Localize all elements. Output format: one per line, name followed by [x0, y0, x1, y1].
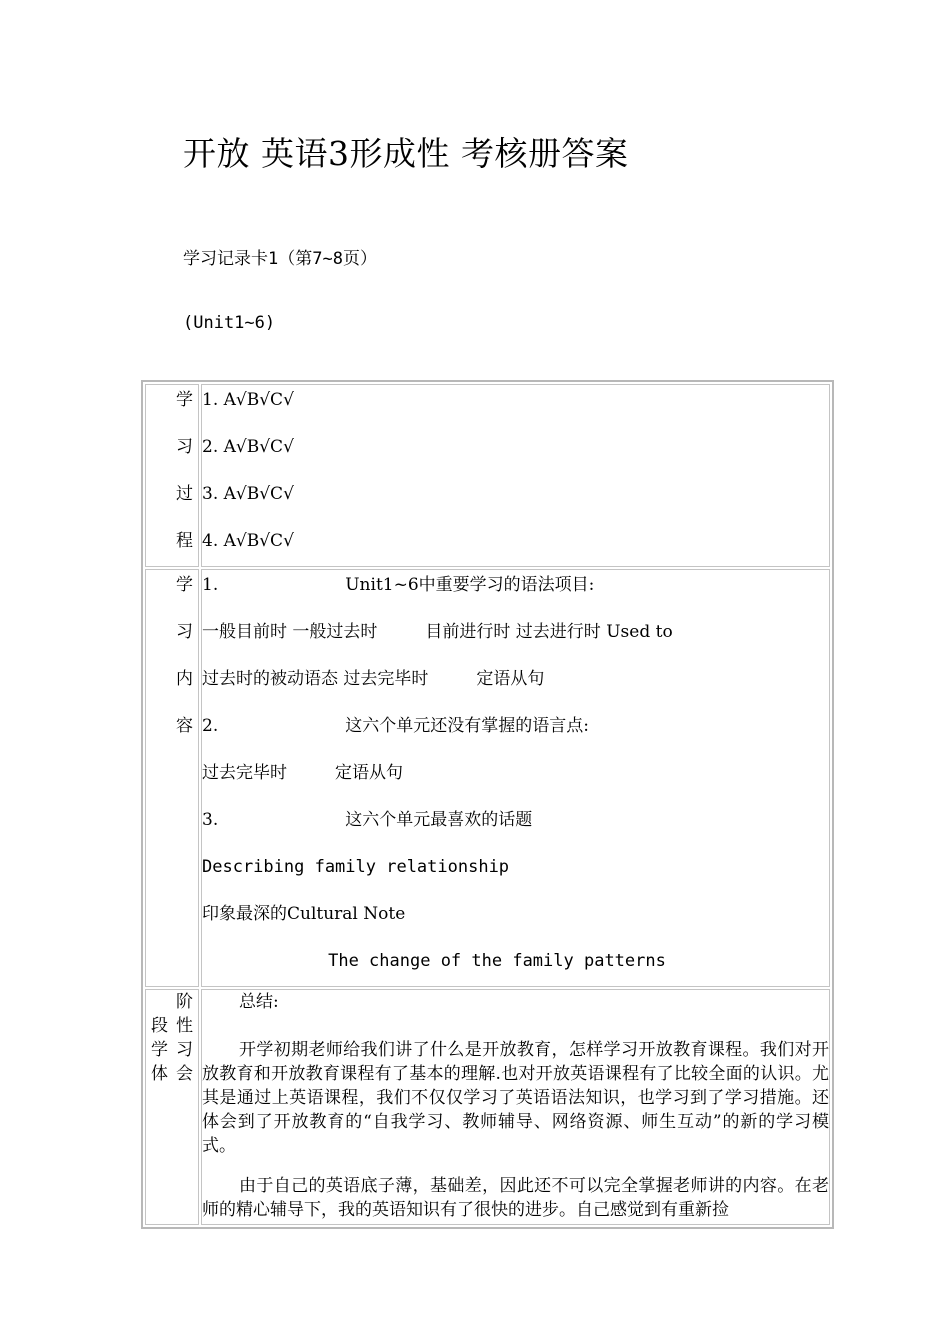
- unit-range: (Unit1~6): [183, 313, 276, 333]
- cultural-note-label: 印象最深的Cultural Note: [202, 904, 406, 924]
- label-char: 会: [176, 1064, 193, 1084]
- label-char: 学: [151, 1040, 168, 1060]
- grammar-line-2: [202, 664, 829, 711]
- record-card-heading: 学习记录卡1（第7~8页）: [183, 249, 377, 269]
- record-card-table: [141, 380, 834, 1229]
- label-char: 性: [176, 1016, 193, 1036]
- answer-line: 2. A√B√C√: [202, 437, 294, 457]
- item-number: 2.: [202, 716, 219, 736]
- item-text: 这六个单元还没有掌握的语言点:: [345, 716, 589, 736]
- summary-heading: 总结:: [239, 992, 279, 1012]
- content-body: [201, 569, 830, 987]
- cultural-note: The change of the family patterns: [328, 951, 666, 971]
- answer-line: 4. A√B√C√: [202, 531, 294, 551]
- item-number: 1.: [202, 575, 219, 595]
- unmastered-item: 定语从句: [335, 763, 403, 783]
- content-label: [145, 569, 199, 987]
- summary-paragraph: 由于自己的英语底子薄，基础差，因此还不可以完全掌握老师讲的内容。在老师的精心辅导下，我的英语知识有了很快的进步。自己感觉到有重新捡: [202, 1176, 829, 1220]
- summary-label: [145, 989, 199, 1225]
- answer-line: 1. A√B√C√: [202, 390, 294, 410]
- grammar-items: 一般目前时 一般过去时: [202, 622, 378, 642]
- grammar-line-1: [202, 617, 829, 664]
- process-label: [145, 384, 199, 567]
- page-title: 开放 英语3形成性 考核册答案: [183, 134, 629, 173]
- label-char: 习: [176, 437, 193, 457]
- process-row: [145, 384, 830, 567]
- label-char: 过: [176, 484, 193, 504]
- label-char: 习: [176, 622, 193, 642]
- label-char: 体: [151, 1064, 168, 1084]
- label-char: 学: [176, 390, 193, 410]
- label-char: 学: [176, 575, 193, 595]
- item-3: [202, 805, 829, 852]
- item-text: Unit1~6中重要学习的语法项目:: [345, 575, 595, 595]
- label-char: 习: [176, 1040, 193, 1060]
- summary-paragraph: 开学初期老师给我们讲了什么是开放教育，怎样学习开放教育课程。我们对开放教育和开放教育课程有了基本的理解.也对开放英语课程有了比较全面的认识。尤其是通过上英语课程，我们不仅仅学习了英语语法知识，也学习到了学习措施。还体会到了开放教育的“自我学习、教师辅导、网络资源、师生互动”的新的学习模式。: [202, 1040, 829, 1156]
- item-1: [202, 570, 829, 617]
- grammar-items: 过去时的被动语态 过去完毕时: [202, 669, 429, 689]
- summary-body: [201, 989, 830, 1225]
- content-row: [145, 569, 830, 987]
- favorite-topic: Describing family relationship: [202, 857, 510, 877]
- item-number: 3.: [202, 810, 219, 830]
- label-char: 容: [176, 716, 193, 736]
- process-content: [201, 384, 830, 567]
- item-text: 这六个单元最喜欢的话题: [345, 810, 533, 830]
- label-char: 程: [176, 531, 193, 551]
- unmastered-item: 过去完毕时: [202, 763, 287, 783]
- grammar-items: 定语从句: [476, 669, 545, 689]
- label-char: 段: [151, 1016, 168, 1036]
- summary-row: [145, 989, 830, 1225]
- answer-line: 3. A√B√C√: [202, 484, 294, 504]
- label-char: 内: [176, 669, 193, 689]
- grammar-items: 目前进行时 过去进行时 Used to: [425, 622, 673, 642]
- unmastered-line: [202, 758, 829, 805]
- label-char: 阶: [176, 992, 193, 1012]
- item-2: [202, 711, 829, 758]
